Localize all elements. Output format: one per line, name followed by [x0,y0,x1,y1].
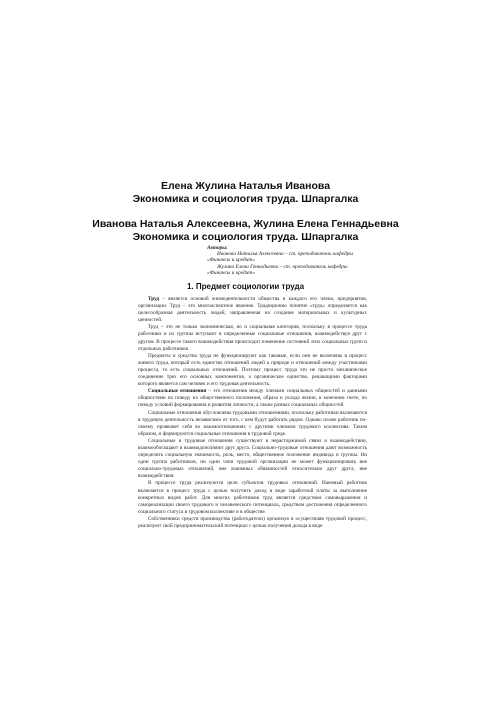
paragraph [138,438,367,481]
book-title-block [40,218,451,244]
book-title: Экономика и социология труда. Шпаргалка [132,231,359,243]
paragraph-text: Социальные отношения обусловлены трудовыми отношениями, поскольку работники включаются в трудовую деятельность независимо от того, с кем будут работать рядом. Однако позже работник по-своему проявляет себя во взаимоотношениях с другими членами трудового коллектива. Таким образом, и формируются социальные отношения в трудовой среде. [138,409,367,437]
cover-authors: Елена Жулина Наталья Иванова [160,180,331,192]
section-title: 1. Предмет социологии труда [186,282,305,291]
term: Труд [148,296,159,302]
paragraph [138,388,367,409]
author-2: Жулина Елена Геннадьевна – ст. преподаватель кафедры «Финансы и кредит» [207,263,348,276]
paragraph-text: Труд – это не только экономическая, но и социальная категория, поскольку в процессе труда работники и их группы вступают в определенные социальные отношения, взаимодействуя друг с другом. В процессе такого взаимодействия происходит изменение состояний этих социальных групп и отдельных работников. [138,324,367,352]
paragraph-text: – является основой жизнедеятельности общества и каждого его члена, предприятия, организации. Труд – это многоаспектное явление. Традиционно понятие «труд» определяется как целесообразная деятельность людей, направленная на создание материальных и культурных ценностей. [138,296,367,324]
paragraph-text: – это отношения между членами социальных общностей и данными общностями по поводу их общественного положения, образа и уклада жизни, в конечном счете, по поводу условий формирования и развития личности, а также разных социальных общностей. [138,388,367,409]
body-text [138,296,367,530]
paragraph-text: Собственники средств производства (работодатели) организуя и осуществляя трудовой процесс, реализуют свой предпринимательский потенциал с целью получения дохода в виде [138,515,367,529]
paragraph-text: Социальные и трудовые отношения существуют в нерасторжимой связи и взаимодействии, взаимообогащают и взаимодополняют друг друга. Социально-трудовые отношения дают возможность определить социальную значимость, роль, место, общественное положение индивида и группы. Ни один группа работников, ни один член трудовой организации не может функционировать вне социально-трудовых отношений, вне взаимных обязанностей относительно друг друга, вне взаимодействия. [138,437,367,480]
paragraph [138,516,367,530]
authors-label: Авторы: [207,245,228,251]
paragraph-text: Предметы и средства труда не функционируют как таковые, если они не включены в процесс живого труда, который есть единство отношений людей к природе и отношений между участниками процесса, то есть социальных отношений. Поэтому процесс труда это не просто механическое соединение трех его основных компонентов, а органическое единство, решающими факторами которого является сам человек и его трудовая деятельность. [138,352,367,388]
term: Социальные отношения [148,388,207,395]
authors-block [207,245,367,276]
paragraph [138,353,367,388]
cover-book-title: Экономика и социология труда. Шпаргалка [132,193,359,205]
cover-title-block [60,180,431,206]
paragraph [138,296,367,324]
paragraph [138,324,367,352]
author-1: Иванова Наталья Алексеевна – ст. преподаватель кафедры «Финансы и кредит» [207,251,353,264]
paragraph [138,410,367,438]
paragraph-text: В процессе труда реализуются цели субъектов трудовых отношений. Наемный работник включается в процесс труда с целью получить доход в виде заработной платы за выполнение конкретных видов работ. Для многих работников труд является средством самовыражения и самореализации своего трудового и человеческого потенциала, средством достижения определенного социального статуса в трудовом коллективе и в обществе. [138,480,367,515]
book-authors: Иванова Наталья Алексеевна, Жулина Елена Геннадьевна [92,218,399,230]
paragraph [138,480,367,515]
